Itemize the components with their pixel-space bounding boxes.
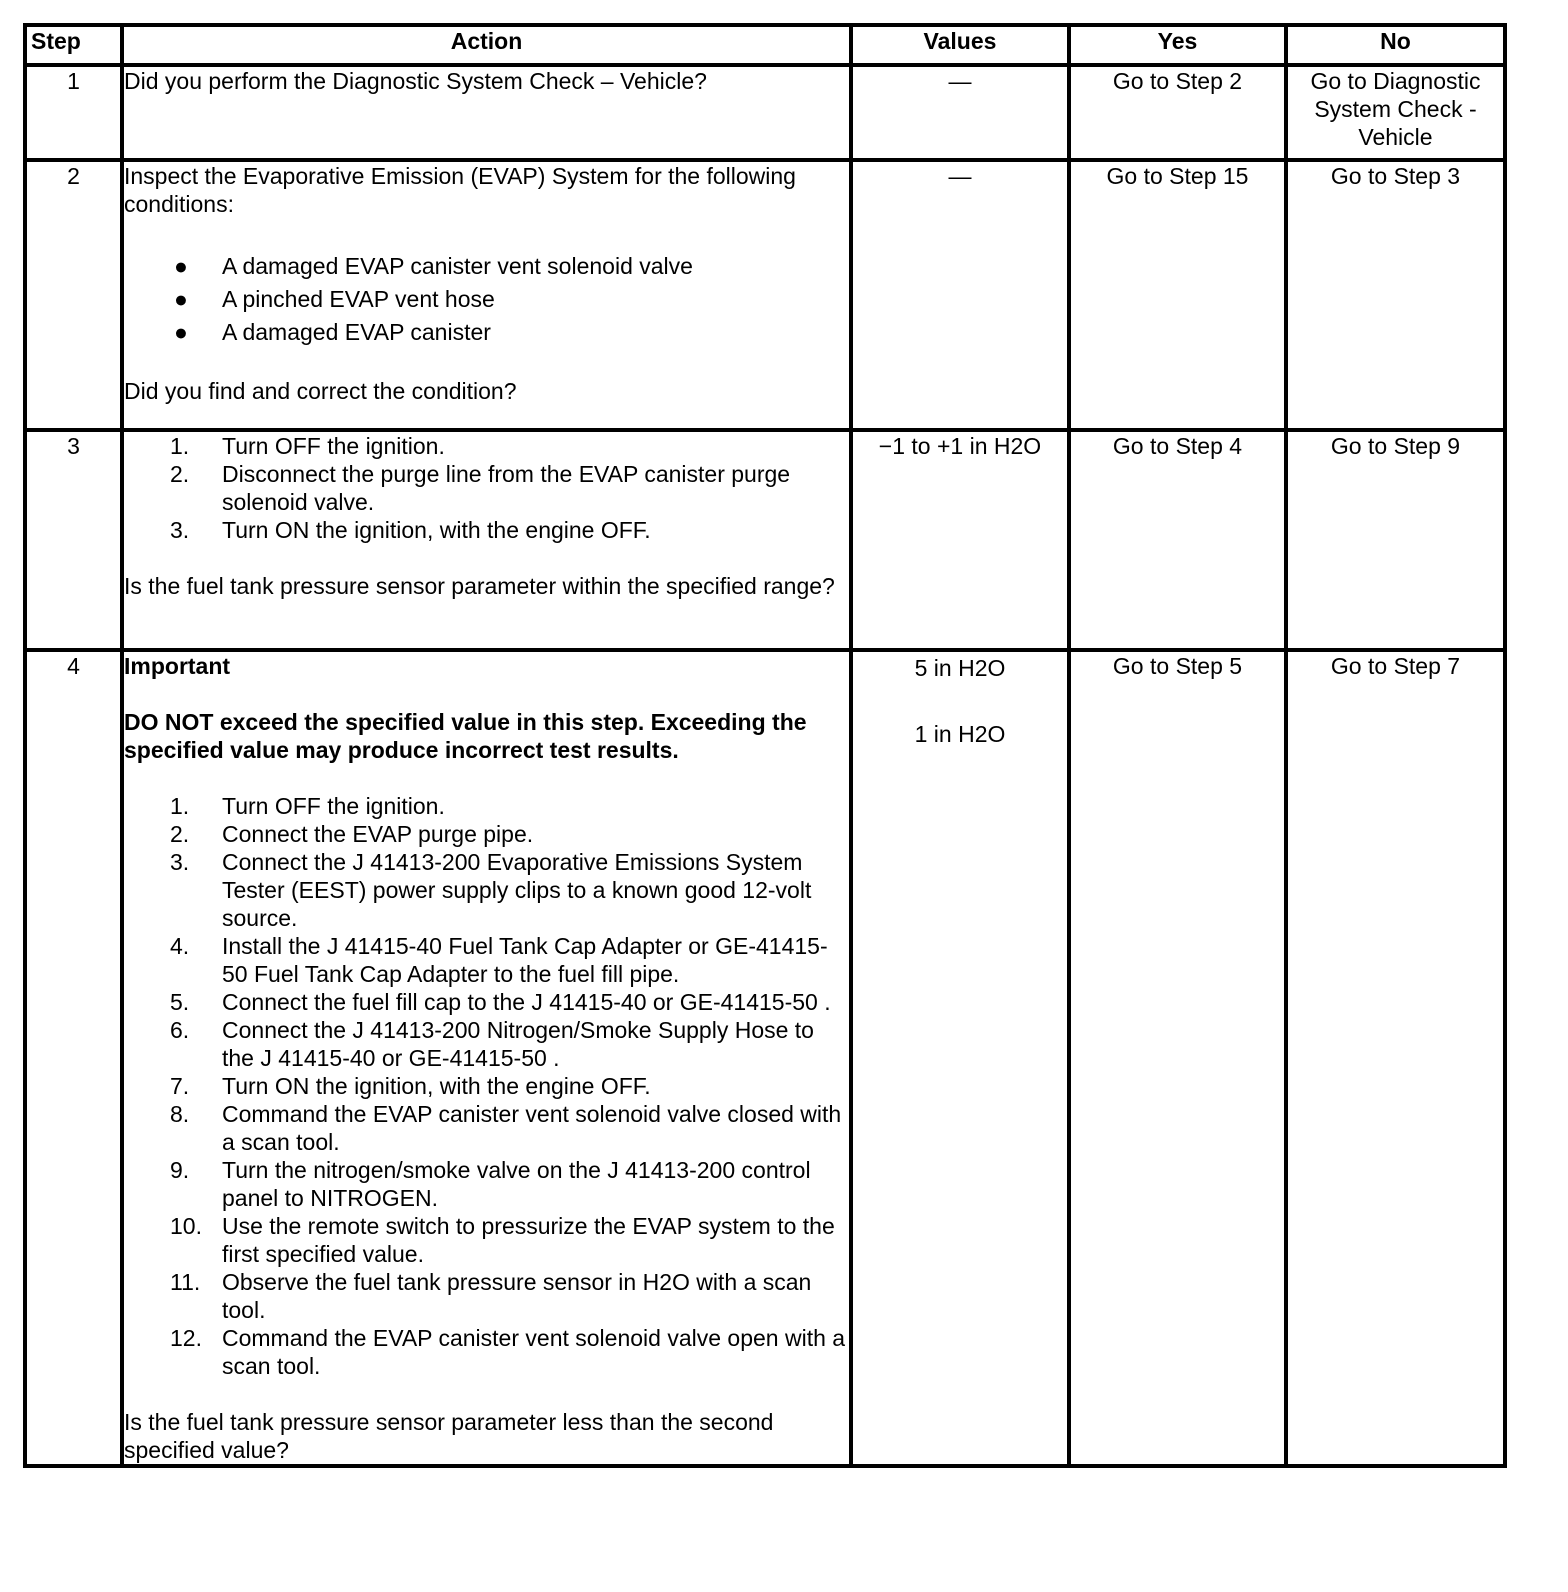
action-cell xyxy=(122,650,851,1466)
list-item-text: Use the remote switch to pressurize the EVAP system to the first specified value. xyxy=(222,1213,835,1267)
list-item-text: Connect the fuel fill cap to the J 41415-40 or GE-41415-50 . xyxy=(222,989,831,1015)
list-item-number: 2. xyxy=(170,821,190,847)
list-item-number: 10. xyxy=(170,1213,202,1239)
action-cell xyxy=(122,65,851,160)
list-item-text: Observe the fuel tank pressure sensor in H2O with a scan tool. xyxy=(222,1269,812,1323)
step-number: 2 xyxy=(25,160,122,430)
list-item-text: A damaged EVAP canister xyxy=(222,319,491,345)
header-action: Action xyxy=(122,25,851,65)
list-item-number: 3. xyxy=(170,849,190,875)
list-item xyxy=(124,1324,849,1380)
no-cell: Go to Diagnostic System Check - Vehicle xyxy=(1286,65,1505,160)
list-item xyxy=(124,792,849,820)
list-item-text: Command the EVAP canister vent solenoid valve open with a scan tool. xyxy=(222,1325,846,1379)
table-row-step-1 xyxy=(25,65,1505,160)
list-item-number: 8. xyxy=(170,1101,190,1127)
list-item xyxy=(124,932,849,988)
header-values: Values xyxy=(851,25,1069,65)
list-item-text: Connect the EVAP purge pipe. xyxy=(222,821,534,847)
list-item-number: 2. xyxy=(170,461,190,487)
yes-cell: Go to Step 2 xyxy=(1069,65,1286,160)
list-item xyxy=(124,848,849,932)
condition-list xyxy=(124,250,849,349)
list-item-number: 1. xyxy=(170,793,190,819)
list-item xyxy=(124,316,849,349)
procedure-list xyxy=(124,432,849,544)
no-cell: Go to Step 3 xyxy=(1286,160,1505,430)
yes-cell: Go to Step 4 xyxy=(1069,430,1286,650)
header-row xyxy=(25,25,1505,65)
step-number: 1 xyxy=(25,65,122,160)
header-yes: Yes xyxy=(1069,25,1286,65)
yes-cell: Go to Step 5 xyxy=(1069,650,1286,1466)
list-item-text: Turn ON the ignition, with the engine OFF. xyxy=(222,1073,651,1099)
action-question: Did you find and correct the condition? xyxy=(124,378,517,404)
action-cell xyxy=(122,430,851,650)
list-item xyxy=(124,250,849,283)
list-item-number: 3. xyxy=(170,517,190,543)
list-item-number: 5. xyxy=(170,989,190,1015)
bullet-icon: ● xyxy=(174,319,188,345)
list-item xyxy=(124,460,849,516)
list-item-text: Connect the J 41413-200 Evaporative Emissions System Tester (EEST) power supply clips to a known good 12-volt source. xyxy=(222,849,812,931)
list-item xyxy=(124,283,849,316)
list-item xyxy=(124,1016,849,1072)
list-item-text: A damaged EVAP canister vent solenoid valve xyxy=(222,253,693,279)
first-specified-value: 5 in H2O xyxy=(914,655,1006,681)
list-item-text: A pinched EVAP vent hose xyxy=(222,286,495,312)
list-item-text: Turn the nitrogen/smoke valve on the J 41413-200 control panel to NITROGEN. xyxy=(222,1157,811,1211)
list-item-text: Turn OFF the ignition. xyxy=(222,433,445,459)
important-note: DO NOT exceed the specified value in this step. Exceeding the specified value may produce incorrect test results. xyxy=(124,709,807,763)
table-row-step-4 xyxy=(25,650,1505,1466)
action-question: Is the fuel tank pressure sensor parameter less than the second specified value? xyxy=(124,1409,774,1463)
list-item-number: 11. xyxy=(170,1269,201,1295)
step-number: 4 xyxy=(25,650,122,1466)
list-item xyxy=(124,1100,849,1156)
list-item-text: Command the EVAP canister vent solenoid valve closed with a scan tool. xyxy=(222,1101,842,1155)
list-item-text: Install the J 41415-40 Fuel Tank Cap Adapter or GE-41415-50 Fuel Tank Cap Adapter to the fuel fill pipe. xyxy=(222,933,828,987)
action-question: Did you perform the Diagnostic System Check – Vehicle? xyxy=(124,68,707,94)
header-step: Step xyxy=(25,25,122,65)
action-intro: Inspect the Evaporative Emission (EVAP) System for the following conditions: xyxy=(124,163,796,217)
list-item-number: 6. xyxy=(170,1017,190,1043)
list-item-number: 9. xyxy=(170,1157,190,1183)
no-cell: Go to Step 7 xyxy=(1286,650,1505,1466)
no-cell: Go to Step 9 xyxy=(1286,430,1505,650)
list-item xyxy=(124,1212,849,1268)
values-cell: −1 to +1 in H2O xyxy=(851,430,1069,650)
list-item-number: 4. xyxy=(170,933,190,959)
list-item-number: 12. xyxy=(170,1325,202,1351)
action-question: Is the fuel tank pressure sensor parameter within the specified range? xyxy=(124,573,835,599)
list-item-text: Disconnect the purge line from the EVAP canister purge solenoid valve. xyxy=(222,461,791,515)
list-item xyxy=(124,1156,849,1212)
procedure-list xyxy=(124,792,849,1380)
yes-cell: Go to Step 15 xyxy=(1069,160,1286,430)
list-item-text: Turn OFF the ignition. xyxy=(222,793,445,819)
list-item xyxy=(124,820,849,848)
list-item-number: 7. xyxy=(170,1073,190,1099)
list-item xyxy=(124,1268,849,1324)
values-cell: — xyxy=(851,65,1069,160)
list-item-text: Turn ON the ignition, with the engine OFF. xyxy=(222,517,651,543)
bullet-icon: ● xyxy=(174,286,188,312)
list-item xyxy=(124,1072,849,1100)
table-row-step-2 xyxy=(25,160,1505,430)
second-specified-value: 1 in H2O xyxy=(914,721,1006,747)
values-cell: — xyxy=(851,160,1069,430)
diagnostic-table xyxy=(23,23,1507,1468)
action-cell xyxy=(122,160,851,430)
important-label: Important xyxy=(124,653,231,679)
list-item xyxy=(124,432,849,460)
bullet-icon: ● xyxy=(174,253,188,279)
list-item xyxy=(124,516,849,544)
step-number: 3 xyxy=(25,430,122,650)
values-cell xyxy=(851,650,1069,1466)
list-item xyxy=(124,988,849,1016)
table-row-step-3 xyxy=(25,430,1505,650)
list-item-text: Connect the J 41413-200 Nitrogen/Smoke Supply Hose to the J 41415-40 or GE-41415-50 . xyxy=(222,1017,814,1071)
list-item-number: 1. xyxy=(170,433,190,459)
header-no: No xyxy=(1286,25,1505,65)
